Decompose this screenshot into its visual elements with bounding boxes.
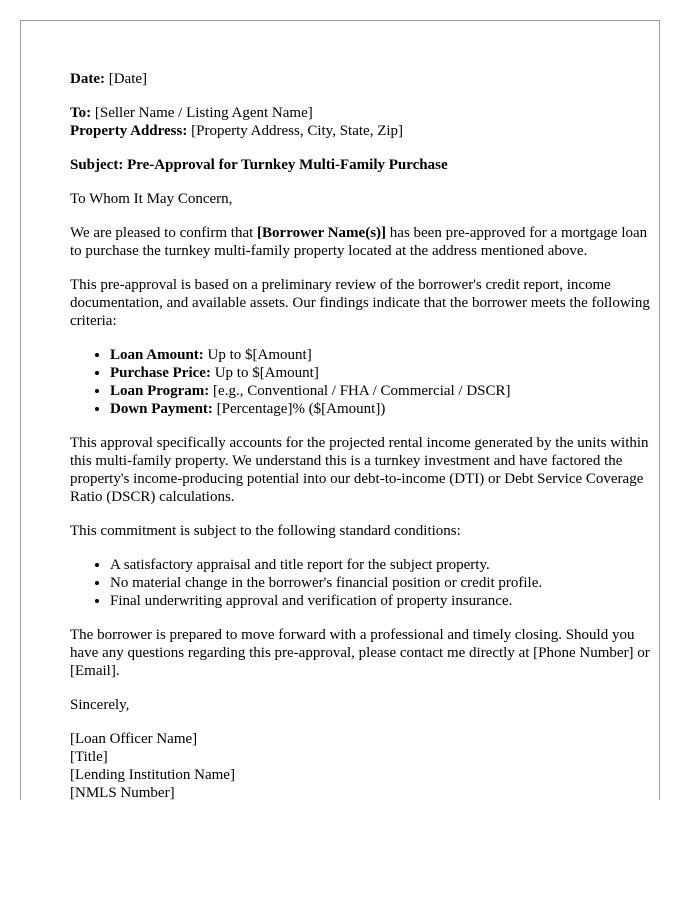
intro-before: We are pleased to confirm that: [70, 225, 258, 241]
signoff: Sincerely,: [70, 697, 130, 713]
date-value: [Date]: [108, 71, 148, 87]
criteria-value: Up to $[Amount]: [210, 365, 319, 381]
criteria-item-purchase-price: [110, 364, 652, 382]
closing-paragraph: The borrower is prepared to move forward with a professional and timely closing. Should you have any questions regarding this pre-approval, please contact me directly at [Phone Number] or [Email].: [70, 627, 650, 679]
income-paragraph: This approval specifically accounts for the projected rental income generated by the units within this multi-family property. We understand this is a turnkey investment and have factored the property's income-producing potential into our debt-to-income (DTI) or Debt Service Coverage Ratio (DSCR) calculations.: [70, 435, 649, 505]
intro-paragraph: [70, 224, 652, 260]
condition-item: • Final underwriting approval and verification of property insurance.: [110, 592, 652, 610]
subject-text: Subject: Pre-Approval for Turnkey Multi-Family Purchase: [70, 157, 448, 173]
criteria-value: Up to $[Amount]: [203, 347, 312, 363]
signature-block: [70, 730, 652, 802]
conditions-intro: This commitment is subject to the following standard conditions:: [70, 523, 461, 539]
criteria-item-loan-amount: [110, 346, 652, 364]
criteria-list: [70, 346, 652, 418]
to-line: [70, 104, 652, 122]
criteria-label: Down Payment:: [110, 401, 213, 417]
property-address-line: [70, 122, 652, 140]
to-label: To:: [70, 105, 92, 121]
basis-paragraph: This pre-approval is based on a preliminary review of the borrower's credit report, income documentation, and available assets. Our findings indicate that the borrower meets the following criteria:: [70, 277, 650, 329]
salutation: To Whom It May Concern,: [70, 191, 233, 207]
property-address-value: [Property Address, City, State, Zip]: [191, 123, 404, 139]
signature-name: [Loan Officer Name]: [70, 731, 198, 747]
subject-line: [70, 156, 652, 174]
letter-content: [70, 70, 652, 802]
criteria-item-loan-program: [110, 382, 652, 400]
letter-page: [20, 20, 660, 800]
borrower-name: [Borrower Name(s)]: [257, 225, 387, 241]
criteria-value: [Percentage]% ($[Amount]): [212, 401, 386, 417]
signature-institution: [Lending Institution Name]: [70, 767, 235, 783]
criteria-item-down-payment: [110, 400, 652, 418]
signature-nmls: [NMLS Number]: [70, 785, 175, 801]
criteria-label: Purchase Price:: [110, 365, 211, 381]
conditions-list: [70, 556, 652, 610]
intro-after: has been pre-approved for a mortgage loan to purchase the turnkey multi-family property located at the address mentioned above.: [70, 225, 648, 259]
date-label: Date:: [70, 71, 105, 87]
criteria-label: Loan Amount:: [110, 347, 204, 363]
signature-title: [Title]: [70, 749, 108, 765]
condition-item: • A satisfactory appraisal and title report for the subject property.: [110, 556, 652, 574]
to-value: [Seller Name / Listing Agent Name]: [94, 105, 313, 121]
letter-header-recipient: [70, 104, 652, 140]
letter-header-date: [70, 70, 652, 88]
property-address-label: Property Address:: [70, 123, 188, 139]
condition-item: • No material change in the borrower's financial position or credit profile.: [110, 574, 652, 592]
criteria-value: [e.g., Conventional / FHA / Commercial / DSCR]: [209, 383, 511, 399]
criteria-label: Loan Program:: [110, 383, 210, 399]
